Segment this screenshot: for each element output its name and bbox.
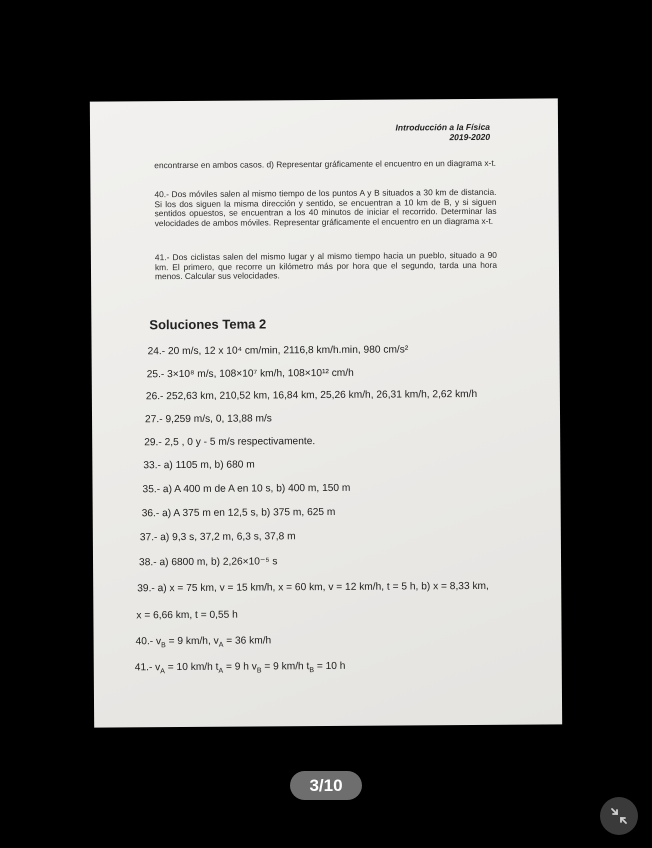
solution-29: 29.- 2,5 , 0 y - 5 m/s respectivamente. (144, 436, 316, 449)
solution-24: 24.- 20 m/s, 12 x 10⁴ cm/min, 2116,8 km/h.min, 980 cm/s² (147, 344, 409, 358)
collapse-button[interactable] (600, 797, 638, 835)
page-indicator: 3/10 (290, 771, 362, 800)
solution-33: 33.- a) 1105 m, b) 680 m (143, 459, 255, 472)
solution-26: 26.- 252,63 km, 210,52 km, 16,84 km, 25,26 km/h, 26,31 km/h, 2,62 km/h (145, 388, 478, 403)
solution-27: 27.- 9,259 m/s, 0, 13,88 m/s (145, 413, 272, 426)
paragraph-continuation: encontrarse en ambos casos. d) Representar gráficamente el encuentro en un diagrama x-t. (154, 157, 496, 171)
solutions-title: Soluciones Tema 2 (149, 316, 267, 333)
header-title: Introducción a la Física (395, 121, 491, 133)
solution-25: 25.- 3×10⁸ m/s, 108×10⁷ km/h, 108×10¹² cm/h (146, 367, 354, 381)
problem-41: 41.- Dos ciclistas salen del mismo lugar y al mismo tiempo hacia un pueblo, situado a 90 km. El primero, que recorre un kilómetro más por hora que el segundo, tarda una hora menos. Calcular sus velocidades. (154, 249, 498, 282)
problem-40: 40.- Dos móviles salen al mismo tiempo de los puntos A y B situados a 30 km de distancia. Si los dos siguen la misma dirección y sentido, se encuentran a 10 km de B, y si siguen sentidos opuestos, se encuentran a los 40 minutos de iniciar el recorrido. Determinar las velocidades de ambos móviles. Representar gráficamente el encuentro en un diagrama x-t. (154, 186, 497, 228)
solution-35: 35.- a) A 400 m de A en 10 s, b) 400 m, 150 m (142, 482, 351, 496)
collapse-arrows-icon (609, 806, 629, 826)
solution-36: 36.- a) A 375 m en 12,5 s, b) 375 m, 625 m (141, 506, 336, 520)
document-photo (90, 98, 562, 727)
solution-38: 38.- a) 6800 m, b) 2,26×10⁻⁵ s (139, 556, 278, 569)
solution-41: 41.- $v_A = 10$ km/h $t_A = 9$ h $v_B = 9$ km/h $t_B = 10$ h (134, 660, 346, 676)
solution-40: 40.- $v_B = 9$ km/h, $v_A = 36$ km/h (135, 635, 272, 650)
document-header (396, 122, 491, 143)
header-year: 2019-2020 (449, 131, 491, 143)
solution-37: 37.- a) 9,3 s, 37,2 m, 6,3 s, 37,8 m (139, 531, 296, 544)
solution-39-line2: x = 6,66 km, t = 0,55 h (136, 609, 238, 622)
solution-39-line1: 39.- a) x = 75 km, v = 15 km/h, x = 60 km, v = 12 km/h, t = 5 h, b) x = 8,33 km, (137, 580, 489, 595)
